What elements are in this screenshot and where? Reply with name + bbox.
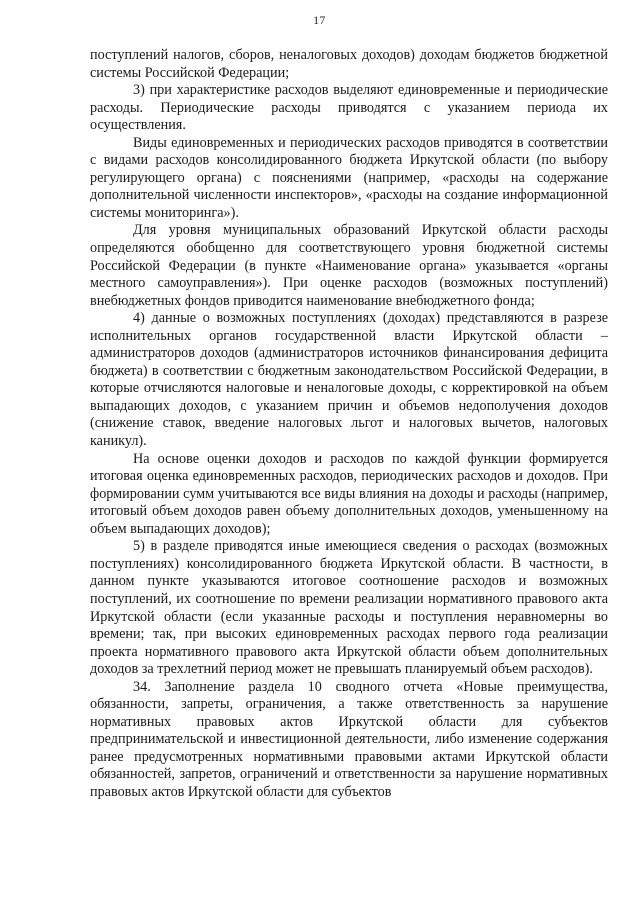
paragraph-expense-types: Виды единовременных и периодических расходов приводятся в соответствии с видами расходов консолидированного бюджета Иркутской области (по выбору регулирующего органа) с пояснениями (например, «расходы на содержание дополнительной численности инспекторов», «расходы на создание информационной системы мониторинга»).	[90, 134, 608, 221]
paragraph-item-4-revenues: 4) данные о возможных поступлениях (доходах) представляются в разрезе исполнительных органов государственной власти Иркутской области – администраторов доходов (администраторов источников финансирования дефицита бюджета) в соответствии с бюджетным законодательством Российской Федерации, в которые отчисляются налоговые и неналоговые доходы, с корректировкой на объем выпадающих доходов, с указанием причин и объемов недополучения доходов (снижение ставок, введение налоговых льгот и налоговых вычетов, налоговых каникул).	[90, 310, 608, 450]
page-number: 17	[313, 15, 326, 27]
paragraph-total-assessment: На основе оценки доходов и расходов по каждой функции формируется итоговая оценка единовременных расходов, периодических расходов и доходов. При формировании сумм учитываются все виды влияния на доходы и расходы (например, итоговый объем доходов равен объему дополнительных доходов, уменьшенному на объем выпадающих доходов);	[90, 450, 608, 537]
document-body	[90, 47, 608, 802]
paragraph-item-3-periodic-expenses: 3) при характеристике расходов выделяют единовременные и периодические расходы. Периодические расходы приводятся с указанием периода их осуществления.	[90, 82, 608, 134]
paragraph-item-5-other-info: 5) в разделе приводятся иные имеющиеся сведения о расходах (возможных поступлениях) консолидированного бюджета Иркутской области. В частности, в данном пункте указываются итоговое соотношение расходов и возможных поступлений, их соотношение по времени реализации нормативного правового акта Иркутской области (если указанные расходы и поступления неравномерны во времени; так, при высоких единовременных расходах первого года реализации проекта нормативного правового акта Иркутской области объем дополнительных доходов за трехлетний период может не превышать планируемый объем расходов).	[90, 538, 608, 678]
paragraph-municipal-level: Для уровня муниципальных образований Иркутской области расходы определяются обобщенно для соответствующего уровня бюджетной системы Российской Федерации (в пункте «Наименование органа» указывается «органы местного самоуправления»). При оценке расходов (возможных поступлений) внебюджетных фондов приводится наименование внебюджетного фонда;	[90, 222, 608, 309]
paragraph-continuation: поступлений налогов, сборов, неналоговых доходов) доходам бюджетов бюджетной системы Российской Федерации;	[90, 47, 608, 81]
paragraph-item-34-section-10: 34. Заполнение раздела 10 сводного отчета «Новые преимущества, обязанности, запреты, ограничения, а также ответственность за нарушение нормативных правовых актов Иркутской области для субъектов предпринимательской и инвестиционной деятельности, либо изменение содержания ранее предусмотренных нормативными правовыми актами Иркутской области обязанностей, запретов, ограничений и ответственности за нарушение нормативных правовых актов Иркутской области для субъектов	[90, 678, 608, 800]
